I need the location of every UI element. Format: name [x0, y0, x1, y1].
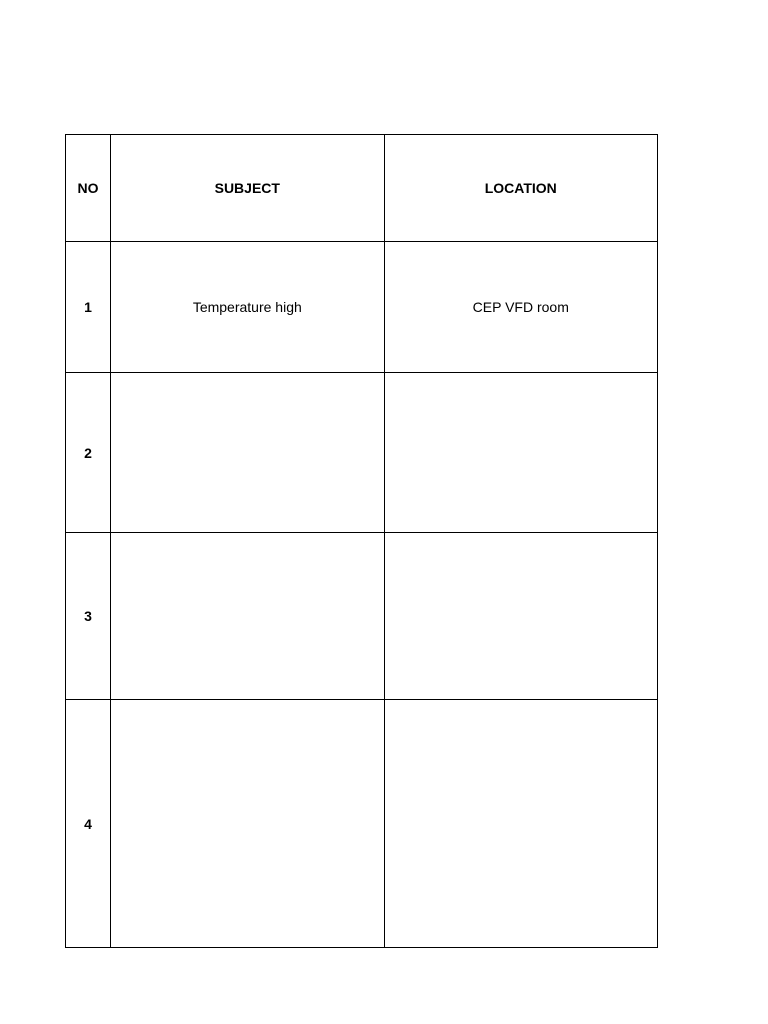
row-location — [384, 533, 657, 700]
document-table — [65, 134, 658, 948]
row-subject — [111, 373, 384, 533]
row-location — [384, 700, 657, 948]
header-no: NO — [66, 135, 111, 242]
row-number: 4 — [66, 700, 111, 948]
header-location: LOCATION — [384, 135, 657, 242]
table-row — [66, 533, 658, 700]
table-row — [66, 700, 658, 948]
row-number: 3 — [66, 533, 111, 700]
row-subject: Temperature high — [111, 242, 384, 373]
row-location: CEP VFD room — [384, 242, 657, 373]
table-header-row — [66, 135, 658, 242]
row-location — [384, 373, 657, 533]
row-number: 1 — [66, 242, 111, 373]
row-subject — [111, 533, 384, 700]
row-number: 2 — [66, 373, 111, 533]
row-subject — [111, 700, 384, 948]
table-row — [66, 242, 658, 373]
header-subject: SUBJECT — [111, 135, 384, 242]
table-row — [66, 373, 658, 533]
